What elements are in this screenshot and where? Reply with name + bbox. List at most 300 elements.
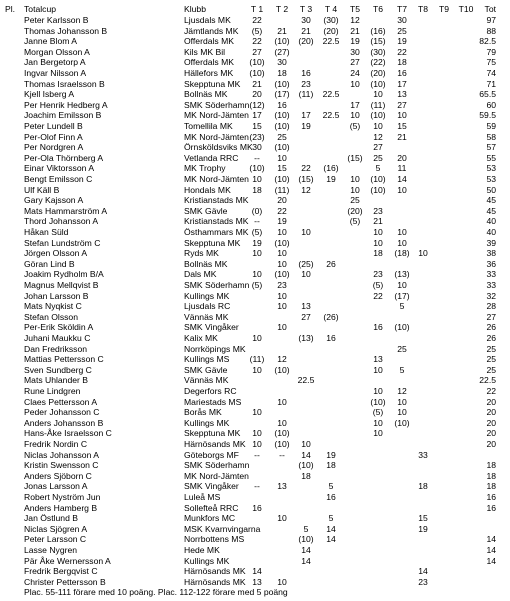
table-row bbox=[0, 269, 510, 280]
cell-t4: 19 bbox=[326, 449, 336, 460]
cell-t6 bbox=[366, 344, 390, 355]
cell-t6 bbox=[366, 439, 390, 450]
cell-t10 bbox=[454, 280, 478, 291]
cell-t3 bbox=[294, 153, 318, 164]
cell-t4: (16) bbox=[323, 163, 339, 174]
cell-t5 bbox=[344, 238, 366, 249]
cell-t5 bbox=[344, 566, 366, 577]
cell-t8 bbox=[412, 375, 434, 386]
cell-t6 bbox=[366, 333, 390, 344]
cell-t5 bbox=[344, 577, 366, 588]
cell-club: SMK Söderhamn bbox=[184, 460, 250, 471]
cell-t4 bbox=[318, 195, 344, 206]
cell-t8: 14 bbox=[418, 566, 428, 577]
cell-name: Kjell Isberg A bbox=[24, 89, 75, 100]
cell-club: Ljusdals RC bbox=[184, 301, 231, 312]
cell-tot: 40 bbox=[486, 227, 496, 237]
table-row bbox=[0, 333, 510, 344]
cell-t10 bbox=[454, 556, 478, 567]
cell-tot bbox=[478, 577, 496, 588]
cell-t3 bbox=[294, 47, 318, 58]
cell-t3 bbox=[294, 481, 318, 492]
cell-tot: 26 bbox=[486, 322, 496, 333]
cell-t10 bbox=[454, 375, 478, 386]
cell-t1: 19 bbox=[252, 237, 262, 248]
cell-t1: -- bbox=[254, 449, 260, 460]
table-row bbox=[0, 36, 510, 47]
header-t10: T10 bbox=[458, 4, 474, 14]
cell-tot: 74 bbox=[486, 68, 496, 78]
cell-t10 bbox=[454, 206, 478, 217]
cell-t10 bbox=[454, 153, 478, 164]
table-row bbox=[0, 47, 510, 58]
cell-name: Stefan Lundström C bbox=[24, 237, 101, 248]
cell-t9 bbox=[434, 195, 454, 206]
cell-club: Vännäs MK bbox=[184, 375, 229, 386]
table-row bbox=[0, 566, 510, 577]
cell-t3: (10) bbox=[298, 460, 314, 471]
cell-t10 bbox=[454, 100, 478, 111]
cell-t2: (10) bbox=[274, 78, 290, 89]
cell-t4: 5 bbox=[328, 481, 334, 492]
cell-t10 bbox=[454, 238, 478, 249]
cell-t3: 23 bbox=[301, 78, 311, 89]
table-row bbox=[0, 185, 510, 196]
cell-name: Jan Bergetorp A bbox=[24, 57, 86, 68]
cell-t4: 22.5 bbox=[322, 89, 340, 100]
cell-t10 bbox=[454, 513, 478, 524]
cell-t1: 10 bbox=[252, 364, 262, 375]
cell-t4: 22.5 bbox=[322, 110, 340, 121]
cell-t10 bbox=[454, 291, 478, 302]
cell-t4 bbox=[318, 566, 344, 577]
cell-t7 bbox=[390, 577, 414, 588]
cell-t10 bbox=[454, 110, 478, 121]
cell-t10 bbox=[454, 333, 478, 344]
cell-t4 bbox=[318, 57, 344, 68]
cell-t9 bbox=[434, 79, 454, 90]
cell-t8 bbox=[412, 238, 434, 249]
cell-t8 bbox=[412, 259, 434, 270]
cell-t1: 14 bbox=[252, 566, 262, 577]
cell-name: Janne Blom A bbox=[24, 36, 78, 47]
cell-t10 bbox=[454, 15, 478, 26]
cell-name: Rune Lindgren bbox=[24, 386, 81, 396]
cell-t1 bbox=[244, 375, 270, 386]
cell-t2 bbox=[270, 407, 294, 418]
cell-t9 bbox=[434, 397, 454, 408]
cell-tot: 22.5 bbox=[479, 375, 496, 386]
cell-tot: 18 bbox=[486, 460, 496, 471]
cell-t3: 22 bbox=[301, 163, 311, 174]
cell-t1: 10 bbox=[252, 248, 262, 259]
cell-name: Lasse Nygren bbox=[24, 545, 78, 555]
cell-t7 bbox=[390, 333, 414, 344]
cell-t7 bbox=[390, 545, 414, 556]
cell-t3: 19 bbox=[301, 121, 311, 131]
cell-t6: 12 bbox=[373, 131, 383, 142]
cell-t8 bbox=[412, 291, 434, 302]
table-row bbox=[0, 280, 510, 291]
cell-tot: 20 bbox=[486, 396, 496, 407]
cell-t10 bbox=[454, 68, 478, 79]
cell-t5: 12 bbox=[350, 15, 360, 25]
cell-t6: 10 bbox=[373, 227, 383, 237]
cell-t7 bbox=[390, 428, 414, 439]
cell-t9 bbox=[434, 89, 454, 100]
cell-t3: (20) bbox=[298, 36, 314, 47]
cell-club: Tomellila MK bbox=[184, 121, 233, 131]
cell-club: Ryds MK bbox=[184, 248, 219, 259]
cell-name: Jonas Larsson A bbox=[24, 481, 88, 492]
cell-t5 bbox=[344, 322, 366, 333]
cell-t4 bbox=[318, 227, 344, 238]
cell-name: Per Henrik Hedberg A bbox=[24, 99, 108, 110]
cell-t3 bbox=[294, 280, 318, 291]
cell-t9 bbox=[434, 375, 454, 386]
cell-t1: (5) bbox=[251, 280, 263, 290]
cell-t9 bbox=[434, 248, 454, 259]
cell-t3 bbox=[294, 206, 318, 217]
cell-tot: 16 bbox=[486, 502, 496, 513]
cell-t7 bbox=[390, 556, 414, 567]
header-t1: T 1 bbox=[250, 4, 264, 14]
cell-tot: 20 bbox=[486, 407, 496, 418]
cell-t3: 16 bbox=[301, 68, 311, 78]
cell-club: Hondals MK bbox=[184, 184, 231, 195]
header-pl: Pl. bbox=[5, 4, 16, 14]
cell-club: Härnösands MK bbox=[184, 439, 246, 449]
cell-t5 bbox=[344, 259, 366, 270]
cell-name: Ulf Käll B bbox=[24, 184, 60, 195]
cell-t1: 17 bbox=[252, 110, 262, 121]
cell-name: Niclas Sjögren A bbox=[24, 523, 88, 534]
cell-tot: 36 bbox=[486, 258, 496, 269]
cell-club: Borås MK bbox=[184, 407, 222, 418]
cell-t4: 18 bbox=[326, 460, 336, 471]
table-row bbox=[0, 216, 510, 227]
cell-tot: 59.5 bbox=[479, 110, 496, 121]
cell-t8 bbox=[412, 174, 434, 185]
cell-t2 bbox=[270, 312, 294, 323]
cell-t9 bbox=[434, 153, 454, 164]
cell-t10 bbox=[454, 312, 478, 323]
cell-t2: (10) bbox=[274, 439, 290, 449]
cell-t10 bbox=[454, 344, 478, 355]
table-row bbox=[0, 142, 510, 153]
cell-t4 bbox=[318, 344, 344, 355]
header-t9: T9 bbox=[438, 4, 450, 14]
cell-t4 bbox=[318, 418, 344, 429]
cell-t3: 10 bbox=[301, 269, 311, 280]
cell-t9 bbox=[434, 238, 454, 249]
cell-t1 bbox=[244, 418, 270, 429]
cell-t8 bbox=[412, 142, 434, 153]
cell-t7: 25 bbox=[397, 343, 407, 354]
cell-t9 bbox=[434, 269, 454, 280]
cell-t3 bbox=[294, 566, 318, 577]
cell-tot: 14 bbox=[486, 555, 496, 566]
cell-t6: (22) bbox=[370, 57, 386, 68]
cell-tot: 27 bbox=[486, 311, 496, 322]
cell-tot: 65.5 bbox=[479, 89, 496, 100]
cell-t6: (5) bbox=[372, 280, 384, 290]
table-row bbox=[0, 238, 510, 249]
cell-t9 bbox=[434, 365, 454, 376]
cell-t1: (10) bbox=[249, 57, 265, 68]
cell-t9 bbox=[434, 185, 454, 196]
cell-t5 bbox=[344, 439, 366, 450]
cell-t10 bbox=[454, 121, 478, 132]
cell-t6 bbox=[366, 301, 390, 312]
cell-t4 bbox=[318, 216, 344, 227]
table-row bbox=[0, 492, 510, 503]
cell-t7: 27 bbox=[397, 99, 407, 110]
cell-t2: 19 bbox=[277, 216, 287, 227]
cell-t9 bbox=[434, 206, 454, 217]
cell-club: Kils MK Bil bbox=[184, 46, 226, 57]
cell-t8 bbox=[412, 534, 434, 545]
cell-club: Mariestads MS bbox=[184, 396, 242, 407]
cell-t5 bbox=[344, 163, 366, 174]
cell-t4 bbox=[318, 407, 344, 418]
cell-t6: (15) bbox=[370, 36, 386, 47]
cell-t5: (15) bbox=[347, 152, 363, 163]
cell-t4 bbox=[318, 365, 344, 376]
header-t3: T 3 bbox=[299, 4, 313, 14]
cell-name: Per-Olof Finn A bbox=[24, 131, 83, 142]
cell-t7 bbox=[390, 439, 414, 450]
cell-t4 bbox=[318, 291, 344, 302]
cell-t9 bbox=[434, 524, 454, 535]
cell-tot: 25 bbox=[486, 354, 496, 365]
cell-tot: 71 bbox=[486, 78, 496, 89]
cell-t2: 12 bbox=[277, 354, 287, 365]
cell-t1: 10 bbox=[252, 407, 262, 418]
cell-t5: (20) bbox=[347, 205, 363, 216]
cell-name: Joachim Emilsson B bbox=[24, 110, 102, 121]
cell-t4: 22.5 bbox=[322, 36, 340, 47]
cell-t10 bbox=[454, 481, 478, 492]
cell-name: Mattias Pettersson C bbox=[24, 354, 104, 365]
cell-t4 bbox=[318, 577, 344, 588]
cell-name: Mats Hammarström A bbox=[24, 205, 108, 216]
header-club: Klubb bbox=[184, 4, 206, 14]
cell-club: MSK Kvarnvingarna bbox=[184, 523, 261, 534]
cell-t6: 10 bbox=[373, 417, 383, 428]
cell-t3: (11) bbox=[298, 89, 314, 100]
cell-t6: 10 bbox=[373, 237, 383, 248]
cell-name: Magnus Mellqvist B bbox=[24, 280, 99, 290]
cell-t10 bbox=[454, 418, 478, 429]
cell-t9 bbox=[434, 450, 454, 461]
cell-t1: 22 bbox=[252, 15, 262, 25]
cell-t8 bbox=[412, 89, 434, 100]
cell-t8 bbox=[412, 163, 434, 174]
cell-t4 bbox=[318, 142, 344, 153]
cell-tot bbox=[478, 524, 496, 535]
cell-t7: 18 bbox=[397, 57, 407, 68]
table-row bbox=[0, 386, 510, 397]
cell-t1 bbox=[244, 386, 270, 397]
cell-t1: 27 bbox=[252, 46, 262, 57]
cell-t5: 19 bbox=[350, 36, 360, 47]
cell-t1 bbox=[244, 312, 270, 323]
cell-t2 bbox=[270, 524, 294, 535]
cell-t7 bbox=[390, 450, 414, 461]
cell-t9 bbox=[434, 259, 454, 270]
cell-t1: (11) bbox=[249, 354, 265, 365]
cell-t5 bbox=[344, 481, 366, 492]
cell-t7 bbox=[390, 142, 414, 153]
cell-t4 bbox=[318, 47, 344, 58]
cell-name: Thord Johansson A bbox=[24, 216, 99, 227]
cell-name: Mats Nyqkist C bbox=[24, 301, 82, 312]
cell-t9 bbox=[434, 492, 454, 503]
cell-name: Peter Larsson C bbox=[24, 534, 87, 545]
cell-t4 bbox=[318, 301, 344, 312]
cell-t2: (10) bbox=[274, 142, 290, 153]
cell-t7 bbox=[390, 375, 414, 386]
table-row bbox=[0, 163, 510, 174]
cell-club: Norrköpings MK bbox=[184, 343, 246, 354]
cell-t1 bbox=[244, 397, 270, 408]
cell-t3: 22.5 bbox=[297, 375, 315, 386]
cell-t1 bbox=[244, 545, 270, 556]
cell-t8 bbox=[412, 36, 434, 47]
cell-name: Fredrik Nordin C bbox=[24, 439, 88, 449]
cell-club: Dals MK bbox=[184, 269, 217, 280]
cell-name: Thomas Israelsson B bbox=[24, 78, 105, 89]
cell-t10 bbox=[454, 89, 478, 100]
cell-t9 bbox=[434, 439, 454, 450]
cell-name: Stefan Olsson bbox=[24, 311, 78, 322]
cell-t9 bbox=[434, 322, 454, 333]
cell-t4 bbox=[318, 397, 344, 408]
cell-t7 bbox=[390, 492, 414, 503]
cell-t6: (5) bbox=[372, 407, 384, 418]
cell-t9 bbox=[434, 174, 454, 185]
cell-t1 bbox=[244, 195, 270, 206]
cell-club: MK Nord-Jämten bbox=[184, 174, 249, 184]
table-row bbox=[0, 534, 510, 545]
cell-t7: 5 bbox=[399, 364, 405, 375]
cell-t5: 25 bbox=[350, 195, 360, 206]
cell-t6 bbox=[366, 259, 390, 270]
cell-name: Morgan Olsson A bbox=[24, 46, 90, 57]
cell-t6: 10 bbox=[373, 364, 383, 375]
cell-t3 bbox=[294, 195, 318, 206]
cell-tot: 14 bbox=[486, 545, 496, 555]
cell-t4 bbox=[318, 471, 344, 482]
cell-t2 bbox=[270, 545, 294, 556]
cell-t10 bbox=[454, 57, 478, 68]
cell-t10 bbox=[454, 163, 478, 174]
cell-t8 bbox=[412, 26, 434, 37]
table-row bbox=[0, 195, 510, 206]
cell-tot: 20 bbox=[486, 428, 496, 439]
table-row bbox=[0, 344, 510, 355]
cell-club: Skepptuna MK bbox=[184, 237, 241, 248]
cell-t8 bbox=[412, 280, 434, 291]
cell-t9 bbox=[434, 57, 454, 68]
cell-t5 bbox=[344, 227, 366, 238]
cell-t2 bbox=[270, 556, 294, 567]
cell-t1: 22 bbox=[252, 36, 262, 47]
cell-t5 bbox=[344, 460, 366, 471]
cell-t10 bbox=[454, 269, 478, 280]
cell-tot: 39 bbox=[486, 237, 496, 248]
cell-t2: 13 bbox=[277, 481, 287, 492]
cell-t5 bbox=[344, 89, 366, 100]
cell-t10 bbox=[454, 259, 478, 270]
cell-t7 bbox=[390, 354, 414, 365]
cell-tot: 18 bbox=[486, 481, 496, 492]
cell-t2: -- bbox=[279, 449, 285, 460]
cell-t3 bbox=[294, 492, 318, 503]
cell-t7: 20 bbox=[397, 152, 407, 163]
cell-t2 bbox=[270, 492, 294, 503]
cell-t6: (20) bbox=[370, 68, 386, 78]
cell-t10 bbox=[454, 174, 478, 185]
cell-t4 bbox=[318, 206, 344, 217]
cell-t6: 23 bbox=[373, 269, 383, 280]
cell-t8 bbox=[412, 386, 434, 397]
cell-t5 bbox=[344, 142, 366, 153]
cell-club: MK Nord-Jämten bbox=[184, 131, 249, 142]
cell-t9 bbox=[434, 577, 454, 588]
table-row bbox=[0, 428, 510, 439]
cell-t9 bbox=[434, 110, 454, 121]
cell-t3: (25) bbox=[298, 258, 314, 269]
cell-t4: 16 bbox=[326, 492, 336, 502]
header-t8: T8 bbox=[417, 4, 429, 14]
cell-t8 bbox=[412, 333, 434, 344]
cell-t1: 13 bbox=[252, 576, 262, 587]
cell-tot: 38 bbox=[486, 248, 496, 259]
cell-tot: 97 bbox=[486, 15, 496, 25]
cell-t3: 30 bbox=[301, 15, 311, 25]
cell-t1 bbox=[244, 291, 270, 302]
cell-club: Kristianstads MK bbox=[184, 195, 249, 206]
cell-t4: (30) bbox=[323, 15, 339, 25]
cell-tot: 59 bbox=[486, 121, 496, 131]
cell-t8 bbox=[412, 121, 434, 132]
cell-t5 bbox=[344, 132, 366, 143]
cell-t6 bbox=[366, 524, 390, 535]
cell-t5 bbox=[344, 397, 366, 408]
cell-t8 bbox=[412, 471, 434, 482]
cell-t7: 21 bbox=[397, 131, 407, 142]
cell-t8 bbox=[412, 15, 434, 26]
cell-t5 bbox=[344, 545, 366, 556]
cell-t2 bbox=[270, 386, 294, 397]
cell-t1: (5) bbox=[251, 25, 263, 36]
cell-t3 bbox=[294, 142, 318, 153]
cell-club: Härnösands MK bbox=[184, 566, 246, 577]
cell-t9 bbox=[434, 513, 454, 524]
cell-t10 bbox=[454, 439, 478, 450]
cell-t10 bbox=[454, 450, 478, 461]
cell-t6: (16) bbox=[370, 25, 386, 36]
cell-t8 bbox=[412, 301, 434, 312]
cell-t7 bbox=[390, 460, 414, 471]
cell-t8 bbox=[412, 503, 434, 514]
cell-t10 bbox=[454, 503, 478, 514]
cell-t1 bbox=[244, 492, 270, 503]
cell-t8 bbox=[412, 57, 434, 68]
cell-t4 bbox=[318, 153, 344, 164]
